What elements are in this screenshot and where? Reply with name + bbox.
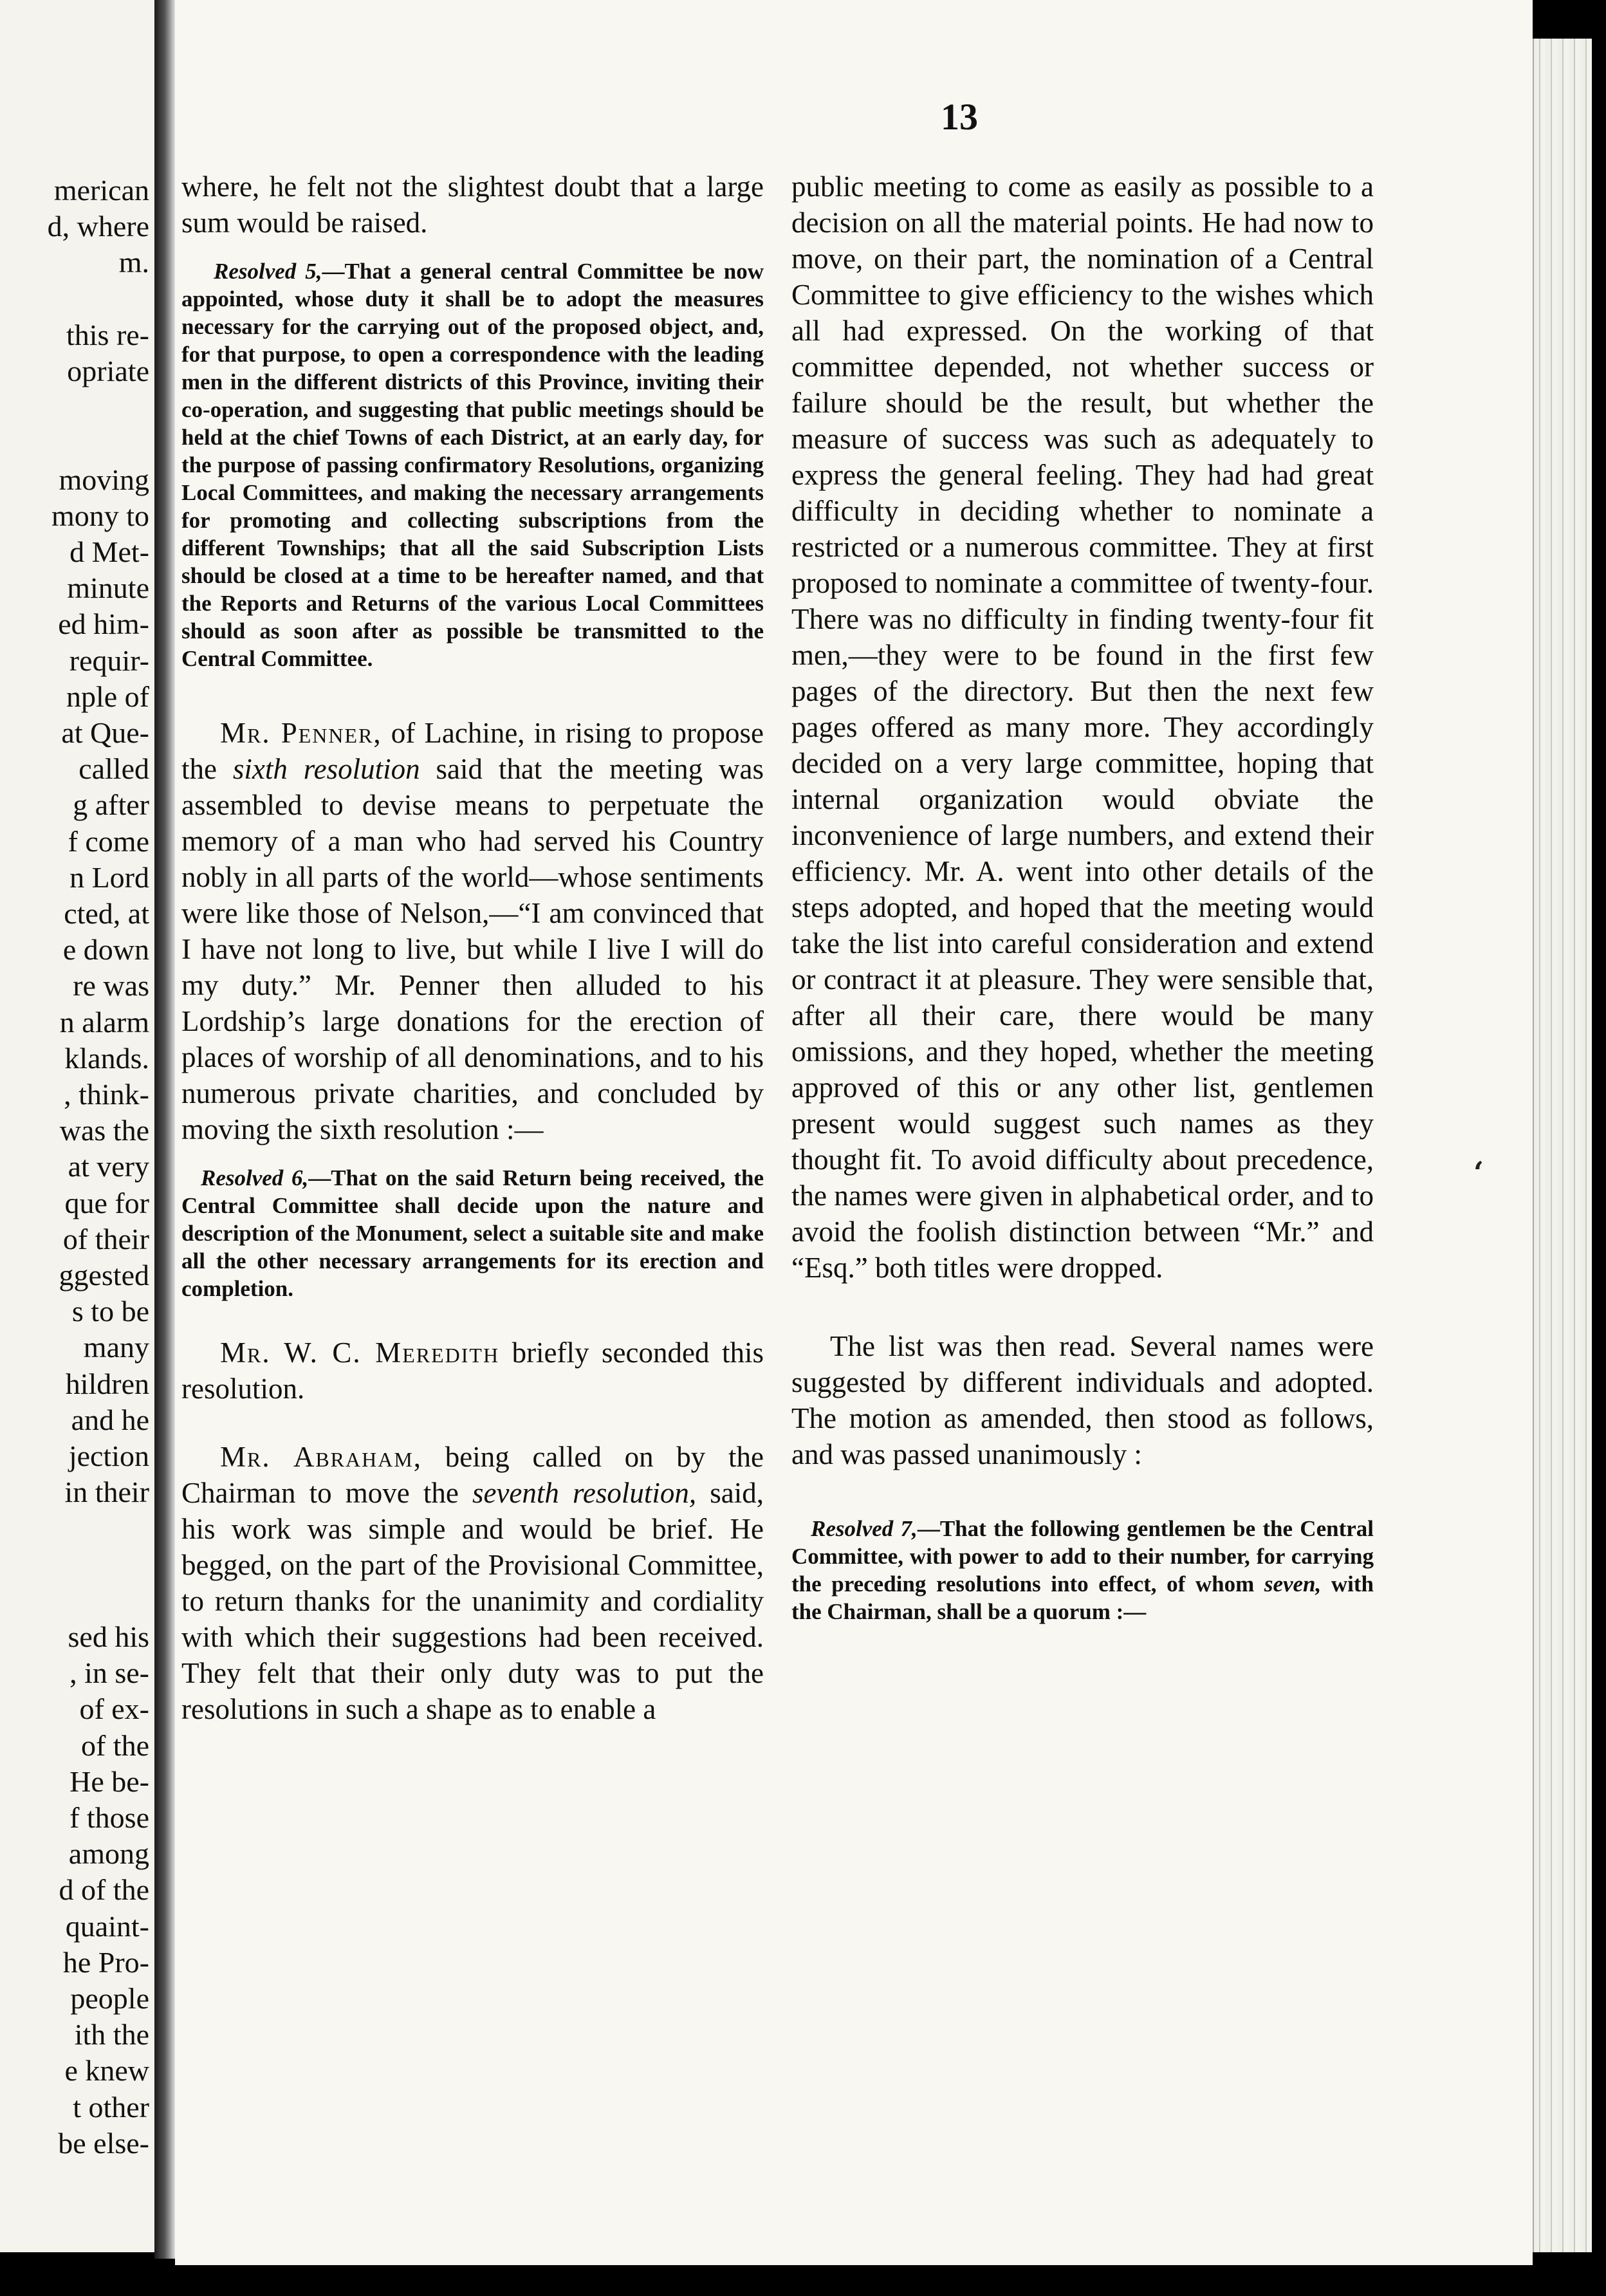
opening-paragraph: [181, 169, 764, 241]
right-column: [791, 169, 1374, 1625]
facing-page-line: requir-: [69, 643, 149, 677]
facing-page-line: ed him-: [58, 607, 149, 641]
facing-page-line: e down: [62, 933, 149, 967]
facing-page-line: g after: [73, 788, 149, 822]
facing-page-line: at Que-: [61, 716, 149, 749]
resolution-6: [181, 1164, 764, 1302]
facing-page-line: hildren: [65, 1367, 149, 1400]
speaker-abraham: Mr. Abraham,: [220, 1441, 423, 1473]
abraham-paragraph: [181, 1439, 764, 1727]
resolution-6-lead: Resolved 6,: [201, 1165, 309, 1190]
facing-page-line: merican: [53, 174, 149, 207]
opening-text: where, he felt not the slightest doubt that a large sum would be raised.: [181, 171, 764, 239]
facing-page-line: ggested: [59, 1259, 149, 1292]
facing-page-line: ith the: [74, 2018, 149, 2051]
facing-page-line: many: [83, 1331, 149, 1364]
abraham-resolution-name: seventh resolution,: [472, 1477, 697, 1509]
facing-page-line: f those: [69, 1801, 149, 1834]
facing-page-line: of their: [62, 1222, 149, 1255]
book-gutter: [154, 0, 175, 2259]
resolution-7-text-1: —That the following gentlemen be the Central Committee, with power to add to their number, for carrying the preceding resolutions into effect, of whom: [791, 1516, 1374, 1597]
facing-page-line: at very: [68, 1150, 149, 1183]
facing-page-line: he Pro-: [62, 1945, 149, 1979]
facing-page-line: mony to: [51, 499, 149, 532]
penner-text-2: said that the meeting was assembled to devise means to perpetuate the memory of a man who had served his Country nobly in all parts of the world—whose sentiments were like those of Nelson,—“I am convinced that I have not long to live, but while I live I will do my duty.” Mr. Penner then alluded to his Lordship’s large donations for the erection of places of worship of all denominations, and to his numerous private charities, and concluded by moving the sixth resolution :—: [181, 753, 764, 1145]
facing-page-line: d Met-: [69, 535, 149, 568]
facing-page-line: klands.: [64, 1041, 149, 1075]
facing-page-line: He be-: [69, 1764, 149, 1798]
resolution-7-lead: Resolved 7,: [811, 1516, 918, 1541]
facing-page-line: , think-: [64, 1078, 149, 1111]
resolution-6-text: —That on the said Return being received, the Central Committee shall decide upon the nature and description of the Monument, select a suitable site and make all the other necessary arrangements for its erection and completion.: [181, 1165, 764, 1301]
facing-page-line: moving: [59, 463, 149, 496]
facing-page-line: be else-: [58, 2126, 149, 2160]
facing-page-line: s to be: [71, 1295, 149, 1328]
facing-page-line: of ex-: [79, 1692, 149, 1726]
abraham-text-2: said, his work was simple and would be brief. He begged, on the part of the Provisional Committee, to return thanks for the unanimity and cordiality with which their suggestions had been received. They felt that their only duty was to put the resolutions in such a shape as to enable a: [181, 1477, 764, 1725]
facing-page-line: m.: [118, 246, 149, 279]
facing-page-line: minute: [67, 571, 149, 605]
facing-page-line: que for: [64, 1186, 149, 1219]
speaker-penner: Mr. Penner,: [220, 717, 382, 749]
facing-page-line: quaint-: [65, 1909, 149, 1943]
facing-page-line: d, where: [47, 210, 149, 243]
speaker-meredith: Mr. W. C. Meredith: [220, 1337, 500, 1369]
facing-page-fragment: [0, 0, 156, 2252]
resolution-5: [181, 257, 764, 672]
abraham-continuation: [791, 169, 1374, 1286]
stray-ink-mark: ‘: [1473, 1155, 1484, 1190]
continuation-text: public meeting to come as easily as possible to a decision on all the material points. He had now to move, on their part, the nomination of a Central Committee to give efficiency to the wishes which all had expressed. On the working of that committee depended, not whether success or failure should be the result, but whether the measure of success was such as adequately to express the general feeling. They had had great difficulty in deciding whether to nominate a restricted or a numerous committee. They at first proposed to nominate a committee of twenty-four. There was no difficulty in finding twenty-four fit men,—they were to be found in the first few pages of the directory. But then the next few pages offered as many more. They accordingly decided on a very large committee, hoping that internal organization would obviate the inconvenience of large numbers, and extend their efficiency. Mr. A. went into other details of the steps adopted, and hoped that the meeting would take the list into careful consideration and extend or contract it at pleasure. They were sensible that, after all their care, there would be many omissions, and they hoped, whether the meeting approved of this or any other list, gentlemen present would suggest such names as they thought fit. To avoid difficulty about precedence, the names were given in alphabetical order, and to avoid the foolish distinction between “Mr.” and “Esq.” both titles were dropped.: [791, 171, 1374, 1284]
resolution-5-lead: Resolved 5,: [214, 259, 322, 284]
page-number: 13: [941, 96, 978, 138]
facing-page-line: people: [70, 1982, 149, 2015]
penner-paragraph: [181, 715, 764, 1147]
list-read-paragraph: [791, 1328, 1374, 1472]
facing-page-line: , in se-: [69, 1656, 149, 1690]
book-page: [175, 0, 1533, 2265]
facing-page-line: d of the: [59, 1873, 149, 1907]
facing-page-line: re was: [73, 969, 149, 1003]
meredith-text: briefly seconded this resolution.: [181, 1337, 764, 1405]
facing-page-line: and he: [71, 1403, 149, 1436]
facing-page-line: was the: [59, 1114, 149, 1147]
facing-page-line: sed his: [68, 1620, 149, 1653]
facing-page-line: f come: [68, 824, 149, 858]
left-column: [181, 169, 764, 1727]
facing-page-line: jection: [68, 1440, 149, 1472]
facing-page-line: t other: [73, 2090, 149, 2124]
facing-page-line: in their: [64, 1476, 149, 1509]
facing-page-line: called: [78, 752, 149, 786]
facing-page-line: nple of: [66, 680, 149, 713]
facing-page-line: of the: [80, 1728, 149, 1762]
resolution-7: [791, 1515, 1374, 1625]
facing-page-line: cted, at: [64, 897, 149, 930]
abraham-text-1: being called on by the Chairman to move the: [181, 1441, 764, 1509]
page-stack-edge: [1533, 39, 1592, 2252]
facing-page-line: n Lord: [69, 860, 149, 894]
resolution-7-emph: seven,: [1264, 1571, 1322, 1597]
list-read-text: The list was then read. Several names were suggested by different individuals and adopted. The motion as amended, then stood as follows, and was passed unanimously :: [791, 1330, 1374, 1470]
penner-resolution-name: sixth resolution: [232, 753, 420, 785]
facing-page-line: n alarm: [59, 1005, 149, 1039]
facing-page-line: among: [68, 1837, 149, 1871]
resolution-7-text-2: with the Chairman, shall be a quorum :—: [791, 1571, 1374, 1624]
meredith-paragraph: [181, 1335, 764, 1407]
penner-text-1: of Lachine, in rising to propose the: [181, 717, 764, 785]
facing-page-line: this re-: [66, 318, 149, 351]
resolution-5-text: —That a general central Committee be now appointed, whose duty it shall be to adopt the measures necessary for the carrying out of the proposed object, and, for that purpose, to open a correspondence with the leading men in the different districts of this Province, inviting their co-operation, and suggesting that public meetings should be held at the chief Towns of each District, at an early day, for the purpose of passing confirmatory Resolutions, organizing Local Committees, and making the necessary arrangements for promoting and collecting subscriptions from the different Townships; that all the said Subscription Lists should be closed at a time to be hereafter named, and that the Reports and Returns of the various Local Committees should as soon after as possible be transmitted to the Central Committee.: [181, 259, 764, 671]
facing-page-line: opriate: [67, 355, 149, 387]
facing-page-line: e knew: [64, 2054, 149, 2088]
